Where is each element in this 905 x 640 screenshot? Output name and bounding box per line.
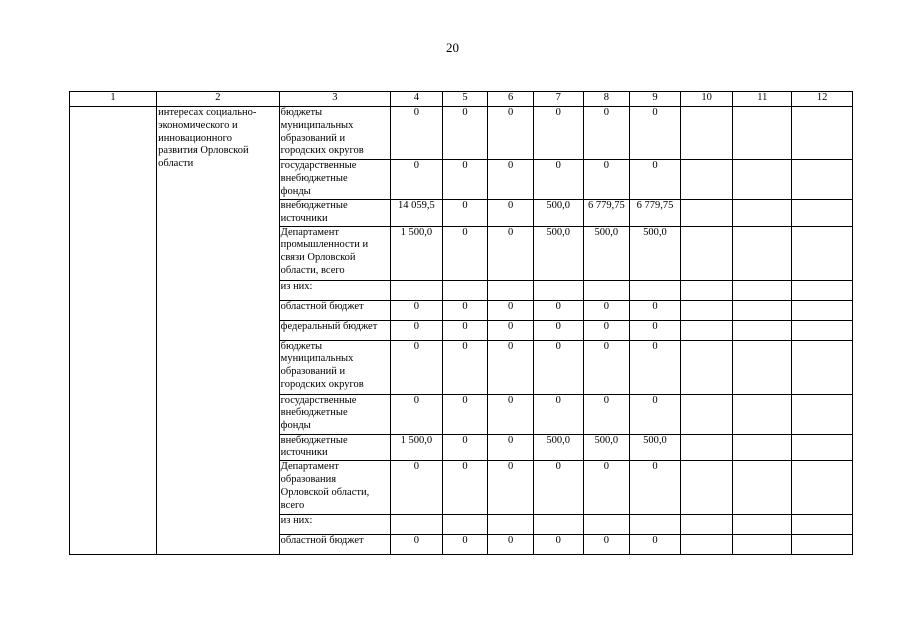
value-cell-col5: 0 bbox=[442, 200, 488, 227]
empty-cell-col10 bbox=[680, 394, 733, 434]
empty-cell-col11 bbox=[733, 320, 792, 340]
column-header-7: 7 bbox=[533, 92, 583, 107]
value-cell-col7: 0 bbox=[533, 340, 583, 394]
empty-cell-col12 bbox=[792, 535, 853, 555]
funding-source-label: областной бюджет bbox=[279, 300, 390, 320]
budget-table bbox=[69, 91, 853, 555]
empty-cell-col12 bbox=[792, 461, 853, 515]
funding-source-label: государственные внебюджетные фонды bbox=[279, 394, 390, 434]
value-cell-col9: 0 bbox=[630, 160, 681, 200]
value-cell-col4: 1 500,0 bbox=[391, 226, 443, 280]
value-cell-col7: 0 bbox=[533, 394, 583, 434]
value-cell-col5: 0 bbox=[442, 300, 488, 320]
value-cell-col9: 6 779,75 bbox=[630, 200, 681, 227]
column-header-5: 5 bbox=[442, 92, 488, 107]
empty-cell-col11 bbox=[733, 434, 792, 461]
empty-cell-col11 bbox=[733, 535, 792, 555]
column-header-10: 10 bbox=[680, 92, 733, 107]
value-cell-col8: 0 bbox=[583, 340, 630, 394]
value-cell-col7 bbox=[533, 280, 583, 300]
value-cell-col6: 0 bbox=[488, 200, 534, 227]
empty-cell-col12 bbox=[792, 340, 853, 394]
empty-cell-col10 bbox=[680, 434, 733, 461]
value-cell-col9: 0 bbox=[630, 394, 681, 434]
value-cell-col9: 0 bbox=[630, 320, 681, 340]
column-header-2: 2 bbox=[157, 92, 280, 107]
empty-cell-col11 bbox=[733, 340, 792, 394]
empty-cell-col12 bbox=[792, 515, 853, 535]
value-cell-col6 bbox=[488, 515, 534, 535]
value-cell-col4: 0 bbox=[391, 160, 443, 200]
value-cell-col9: 500,0 bbox=[630, 226, 681, 280]
funding-source-label: внебюджетные источники bbox=[279, 434, 390, 461]
value-cell-col7: 0 bbox=[533, 300, 583, 320]
empty-cell-col10 bbox=[680, 535, 733, 555]
value-cell-col6: 0 bbox=[488, 394, 534, 434]
value-cell-col8: 0 bbox=[583, 107, 630, 160]
value-cell-col5: 0 bbox=[442, 226, 488, 280]
value-cell-col7: 0 bbox=[533, 461, 583, 515]
funding-source-label: Департамент промышленности и связи Орловской области, всего bbox=[279, 226, 390, 280]
value-cell-col4 bbox=[391, 280, 443, 300]
empty-cell-col11 bbox=[733, 200, 792, 227]
value-cell-col5: 0 bbox=[442, 461, 488, 515]
empty-cell-col10 bbox=[680, 515, 733, 535]
empty-cell-col11 bbox=[733, 107, 792, 160]
empty-cell-col10 bbox=[680, 320, 733, 340]
value-cell-col6: 0 bbox=[488, 461, 534, 515]
funding-source-label: областной бюджет bbox=[279, 535, 390, 555]
empty-cell-col12 bbox=[792, 320, 853, 340]
value-cell-col6: 0 bbox=[488, 300, 534, 320]
empty-cell-col12 bbox=[792, 226, 853, 280]
column-header-9: 9 bbox=[630, 92, 681, 107]
value-cell-col8 bbox=[583, 515, 630, 535]
value-cell-col9: 0 bbox=[630, 461, 681, 515]
table-body bbox=[70, 107, 853, 555]
empty-cell-col10 bbox=[680, 160, 733, 200]
empty-cell-col12 bbox=[792, 434, 853, 461]
empty-cell-col12 bbox=[792, 107, 853, 160]
value-cell-col7: 500,0 bbox=[533, 434, 583, 461]
value-cell-col4: 0 bbox=[391, 394, 443, 434]
value-cell-col7: 0 bbox=[533, 107, 583, 160]
value-cell-col5: 0 bbox=[442, 340, 488, 394]
empty-cell-col11 bbox=[733, 300, 792, 320]
empty-cell-col11 bbox=[733, 394, 792, 434]
empty-cell-col12 bbox=[792, 160, 853, 200]
value-cell-col9 bbox=[630, 280, 681, 300]
empty-cell-col12 bbox=[792, 300, 853, 320]
funding-source-label: бюджеты муниципальных образований и городских округов bbox=[279, 107, 390, 160]
value-cell-col7: 0 bbox=[533, 320, 583, 340]
value-cell-col6: 0 bbox=[488, 535, 534, 555]
column-header-12: 12 bbox=[792, 92, 853, 107]
empty-cell-col12 bbox=[792, 280, 853, 300]
value-cell-col7 bbox=[533, 515, 583, 535]
empty-cell-col10 bbox=[680, 300, 733, 320]
empty-cell-col10 bbox=[680, 200, 733, 227]
value-cell-col9 bbox=[630, 515, 681, 535]
value-cell-col8: 500,0 bbox=[583, 226, 630, 280]
program-description-cell: интересах социально- экономического и инновационного развития Орловской области bbox=[157, 107, 280, 555]
col1-cell bbox=[70, 107, 157, 555]
value-cell-col6: 0 bbox=[488, 226, 534, 280]
value-cell-col9: 0 bbox=[630, 107, 681, 160]
value-cell-col4: 0 bbox=[391, 535, 443, 555]
value-cell-col9: 0 bbox=[630, 535, 681, 555]
funding-source-label: из них: bbox=[279, 280, 390, 300]
empty-cell-col12 bbox=[792, 394, 853, 434]
empty-cell-col11 bbox=[733, 160, 792, 200]
empty-cell-col11 bbox=[733, 461, 792, 515]
value-cell-col6: 0 bbox=[488, 107, 534, 160]
value-cell-col8: 6 779,75 bbox=[583, 200, 630, 227]
empty-cell-col11 bbox=[733, 280, 792, 300]
page-number: 20 bbox=[446, 40, 459, 55]
empty-cell-col10 bbox=[680, 107, 733, 160]
value-cell-col5: 0 bbox=[442, 434, 488, 461]
empty-cell-col10 bbox=[680, 461, 733, 515]
value-cell-col7: 0 bbox=[533, 160, 583, 200]
value-cell-col4: 1 500,0 bbox=[391, 434, 443, 461]
value-cell-col4: 0 bbox=[391, 320, 443, 340]
column-header-3: 3 bbox=[279, 92, 390, 107]
empty-cell-col10 bbox=[680, 280, 733, 300]
value-cell-col4: 0 bbox=[391, 340, 443, 394]
value-cell-col4: 0 bbox=[391, 461, 443, 515]
value-cell-col5: 0 bbox=[442, 394, 488, 434]
value-cell-col6: 0 bbox=[488, 160, 534, 200]
column-header-8: 8 bbox=[583, 92, 630, 107]
funding-source-label: государственные внебюджетные фонды bbox=[279, 160, 390, 200]
value-cell-col9: 0 bbox=[630, 340, 681, 394]
value-cell-col8 bbox=[583, 280, 630, 300]
empty-cell-col11 bbox=[733, 515, 792, 535]
value-cell-col5 bbox=[442, 280, 488, 300]
value-cell-col6: 0 bbox=[488, 434, 534, 461]
value-cell-col6: 0 bbox=[488, 340, 534, 394]
value-cell-col4 bbox=[391, 515, 443, 535]
value-cell-col6 bbox=[488, 280, 534, 300]
value-cell-col8: 0 bbox=[583, 535, 630, 555]
column-header-4: 4 bbox=[391, 92, 443, 107]
value-cell-col4: 0 bbox=[391, 300, 443, 320]
header-row bbox=[70, 92, 853, 107]
value-cell-col5 bbox=[442, 515, 488, 535]
value-cell-col8: 500,0 bbox=[583, 434, 630, 461]
value-cell-col5: 0 bbox=[442, 160, 488, 200]
table-row bbox=[70, 107, 853, 160]
empty-cell-col10 bbox=[680, 340, 733, 394]
value-cell-col8: 0 bbox=[583, 160, 630, 200]
funding-source-label: из них: bbox=[279, 515, 390, 535]
value-cell-col5: 0 bbox=[442, 320, 488, 340]
funding-source-label: внебюджетные источники bbox=[279, 200, 390, 227]
value-cell-col8: 0 bbox=[583, 394, 630, 434]
column-header-11: 11 bbox=[733, 92, 792, 107]
empty-cell-col10 bbox=[680, 226, 733, 280]
funding-source-label: Департамент образования Орловской области, всего bbox=[279, 461, 390, 515]
value-cell-col9: 500,0 bbox=[630, 434, 681, 461]
value-cell-col5: 0 bbox=[442, 535, 488, 555]
column-header-6: 6 bbox=[488, 92, 534, 107]
value-cell-col9: 0 bbox=[630, 300, 681, 320]
value-cell-col8: 0 bbox=[583, 300, 630, 320]
value-cell-col6: 0 bbox=[488, 320, 534, 340]
funding-source-label: бюджеты муниципальных образований и городских округов bbox=[279, 340, 390, 394]
value-cell-col4: 14 059,5 bbox=[391, 200, 443, 227]
value-cell-col8: 0 bbox=[583, 320, 630, 340]
empty-cell-col11 bbox=[733, 226, 792, 280]
value-cell-col8: 0 bbox=[583, 461, 630, 515]
value-cell-col7: 500,0 bbox=[533, 200, 583, 227]
value-cell-col5: 0 bbox=[442, 107, 488, 160]
value-cell-col4: 0 bbox=[391, 107, 443, 160]
column-header-1: 1 bbox=[70, 92, 157, 107]
value-cell-col7: 500,0 bbox=[533, 226, 583, 280]
funding-source-label: федеральный бюджет bbox=[279, 320, 390, 340]
empty-cell-col12 bbox=[792, 200, 853, 227]
value-cell-col7: 0 bbox=[533, 535, 583, 555]
